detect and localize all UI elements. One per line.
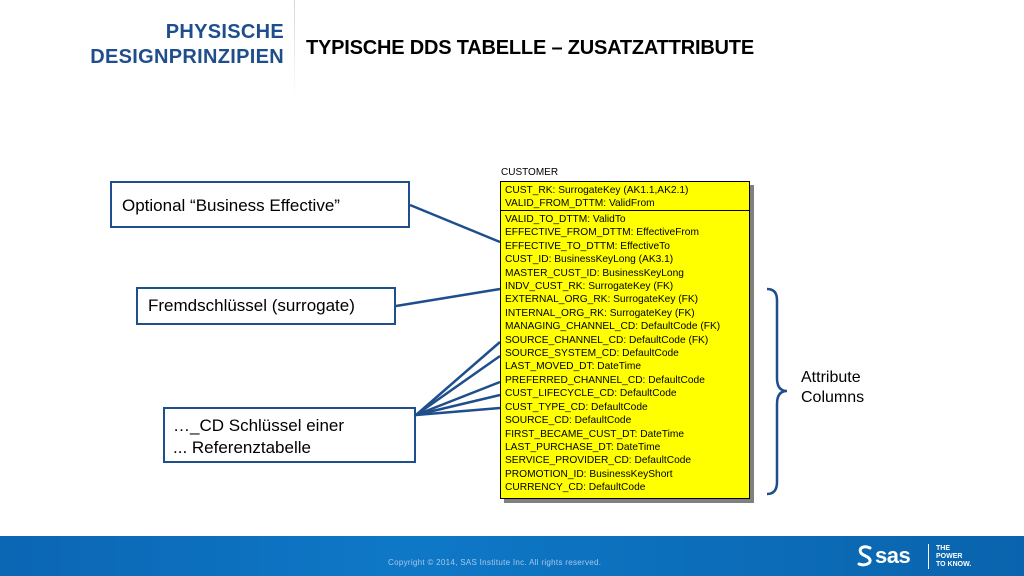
attribute-columns-line2: Columns — [801, 389, 865, 406]
attribute-row: MASTER_CUST_ID: BusinessKeyLong — [505, 267, 684, 279]
connector-foreign-key — [396, 289, 500, 306]
attribute-row: LAST_PURCHASE_DT: DateTime — [505, 441, 661, 453]
attribute-columns-brace — [767, 289, 787, 494]
attribute-row: FIRST_BECAME_CUST_DT: DateTime — [505, 428, 685, 440]
entity-name: CUSTOMER — [501, 167, 559, 178]
attribute-row: CURRENCY_CD: DefaultCode — [505, 482, 646, 494]
footer-bar — [0, 536, 1024, 576]
attribute-row: VALID_TO_DTTM: ValidTo — [505, 214, 626, 225]
entity-attributes — [501, 211, 749, 497]
attribute-columns-line1: Attribute — [801, 369, 861, 386]
callout-cd-key — [163, 407, 416, 463]
pk-row: CUST_RK: SurrogateKey (AK1.1,AK2.1) — [505, 185, 689, 196]
tagline-line: THE — [936, 545, 950, 552]
callout-foreign-key-text: Fremdschlüssel (surrogate) — [148, 296, 355, 315]
entity-primary-key — [501, 182, 749, 211]
attribute-row: LAST_MOVED_DT: DateTime — [505, 361, 642, 373]
callout-cd-key-line2: ... Referenztabelle — [173, 438, 311, 457]
slide-title: TYPISCHE DDS TABELLE – ZUSATZATTRIBUTE — [306, 37, 754, 59]
tagline-line: POWER — [936, 553, 963, 560]
tagline — [936, 545, 971, 569]
attribute-row: SERVICE_PROVIDER_CD: DefaultCode — [505, 455, 692, 467]
attribute-row: EFFECTIVE_FROM_DTTM: EffectiveFrom — [505, 227, 699, 239]
attribute-row: SOURCE_CD: DefaultCode — [505, 415, 632, 427]
attribute-row: CUST_TYPE_CD: DefaultCode — [505, 401, 648, 413]
attribute-row: MANAGING_CHANNEL_CD: DefaultCode (FK) — [505, 321, 721, 333]
callout-foreign-key — [136, 287, 396, 325]
attribute-row: EFFECTIVE_TO_DTTM: EffectiveTo — [505, 240, 670, 252]
connector-business-effective — [410, 205, 500, 242]
logo-separator — [928, 544, 929, 569]
copyright-text: Copyright © 2014, SAS Institute Inc. All rights reserved. — [388, 558, 602, 567]
attribute-columns-label — [801, 368, 864, 408]
pk-row: VALID_FROM_DTTM: ValidFrom — [505, 198, 655, 210]
sas-logo-text: sas — [875, 543, 911, 568]
callout-cd-key-line1: …_CD Schlüssel einer — [173, 416, 345, 435]
section-title-line1: PHYSISCHE — [165, 21, 284, 43]
entity-customer — [500, 181, 750, 499]
attribute-row: PREFERRED_CHANNEL_CD: DefaultCode — [505, 374, 705, 386]
section-title-line2: DESIGNPRINZIPIEN — [90, 46, 284, 68]
sas-logo-icon — [855, 545, 875, 567]
callout-business-effective-text: Optional “Business Effective” — [122, 196, 340, 215]
attribute-row: CUST_ID: BusinessKeyLong (AK3.1) — [505, 254, 674, 266]
attribute-row: INDV_CUST_RK: SurrogateKey (FK) — [505, 281, 674, 293]
attribute-row: EXTERNAL_ORG_RK: SurrogateKey (FK) — [505, 294, 699, 306]
attribute-row: INTERNAL_ORG_RK: SurrogateKey (FK) — [505, 307, 695, 319]
attribute-row: CUST_LIFECYCLE_CD: DefaultCode — [505, 388, 677, 400]
attribute-row: PROMOTION_ID: BusinessKeyShort — [505, 468, 673, 480]
callout-business-effective — [110, 181, 410, 228]
attribute-row: SOURCE_SYSTEM_CD: DefaultCode — [505, 348, 679, 360]
attribute-row: SOURCE_CHANNEL_CD: DefaultCode (FK) — [505, 334, 709, 346]
tagline-line: TO KNOW. — [936, 561, 972, 568]
